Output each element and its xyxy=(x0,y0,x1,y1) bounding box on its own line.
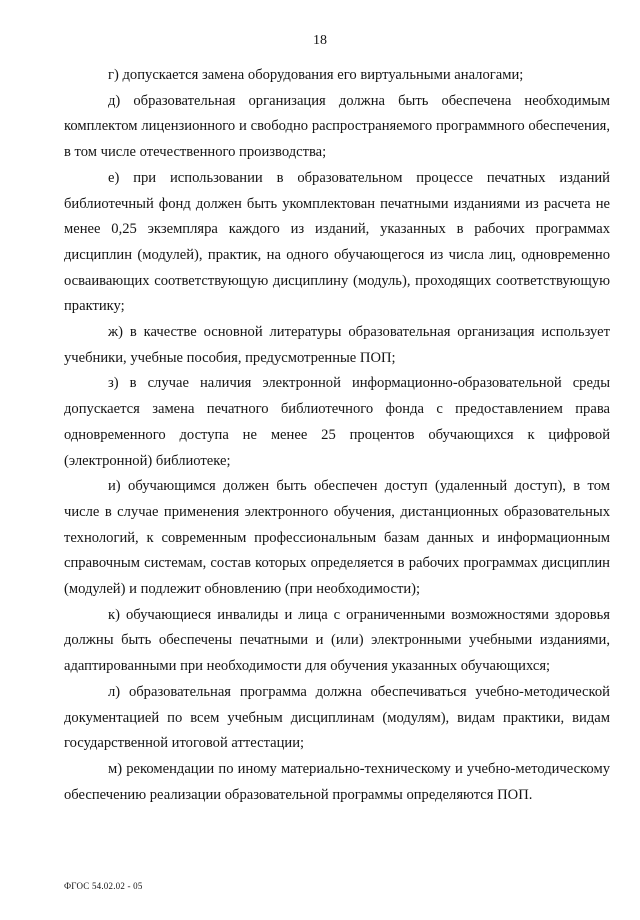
paragraph-l: л) образовательная программа должна обеспечиваться учебно-методической документацией по всем учебным дисциплинам (модулям), видам практики, видам государственной итоговой аттестации; xyxy=(64,683,610,752)
paragraph-z: з) в случае наличия электронной информационно-образовательной среды допускается замена печатного библиотечного фонда с предоставлением права одновременного доступа не менее 25 процентов обучающихся к цифровой (электронной) библиотеке; xyxy=(64,375,610,469)
paragraph-g: г) допускается замена оборудования его виртуальными аналогами; xyxy=(108,67,524,83)
paragraph-d: д) образовательная организация должна быть обеспечена необходимым комплектом лицензионного и свободно распространяемого программного обеспечения, в том числе отечественного производства; xyxy=(64,92,610,161)
document-body xyxy=(64,63,610,808)
paragraph-i: и) обучающимся должен быть обеспечен доступ (удаленный доступ), в том числе в случае применения электронного обучения, дистанционных образовательных технологий, к современным профессиональным базам данных и информационным справочным системам, состав которых определяется в рабочих программах дисциплин (модулей) и подлежит обновлению (при необходимости); xyxy=(64,478,610,598)
paragraph-zh: ж) в качестве основной литературы образовательная организация использует учебники, учебные пособия, предусмотренные ПОП; xyxy=(64,324,610,366)
document-code-footer: ФГОС 54.02.02 - 05 xyxy=(64,881,143,891)
page-number: 18 xyxy=(313,33,327,48)
paragraph-k: к) обучающиеся инвалиды и лица с ограниченными возможностями здоровья должны быть обеспечены печатными и (или) электронными учебными изданиями, адаптированными при необходимости для обучения указанных обучающихся; xyxy=(64,606,610,675)
paragraph-m: м) рекомендации по иному материально-техническому и учебно-методическому обеспечению реализации образовательной программы определяются ПОП. xyxy=(64,760,610,803)
paragraph-e: е) при использовании в образовательном процессе печатных изданий библиотечный фонд должен быть укомплектован печатными изданиями из расчета не менее 0,25 экземпляра каждого из изданий, указанных в рабочих программах дисциплин (модулей), практик, на одного обучающегося из числа лиц, одновременно осваивающих соответствующую дисциплину (модуль), проходящих соответствующую практику; xyxy=(64,169,610,315)
